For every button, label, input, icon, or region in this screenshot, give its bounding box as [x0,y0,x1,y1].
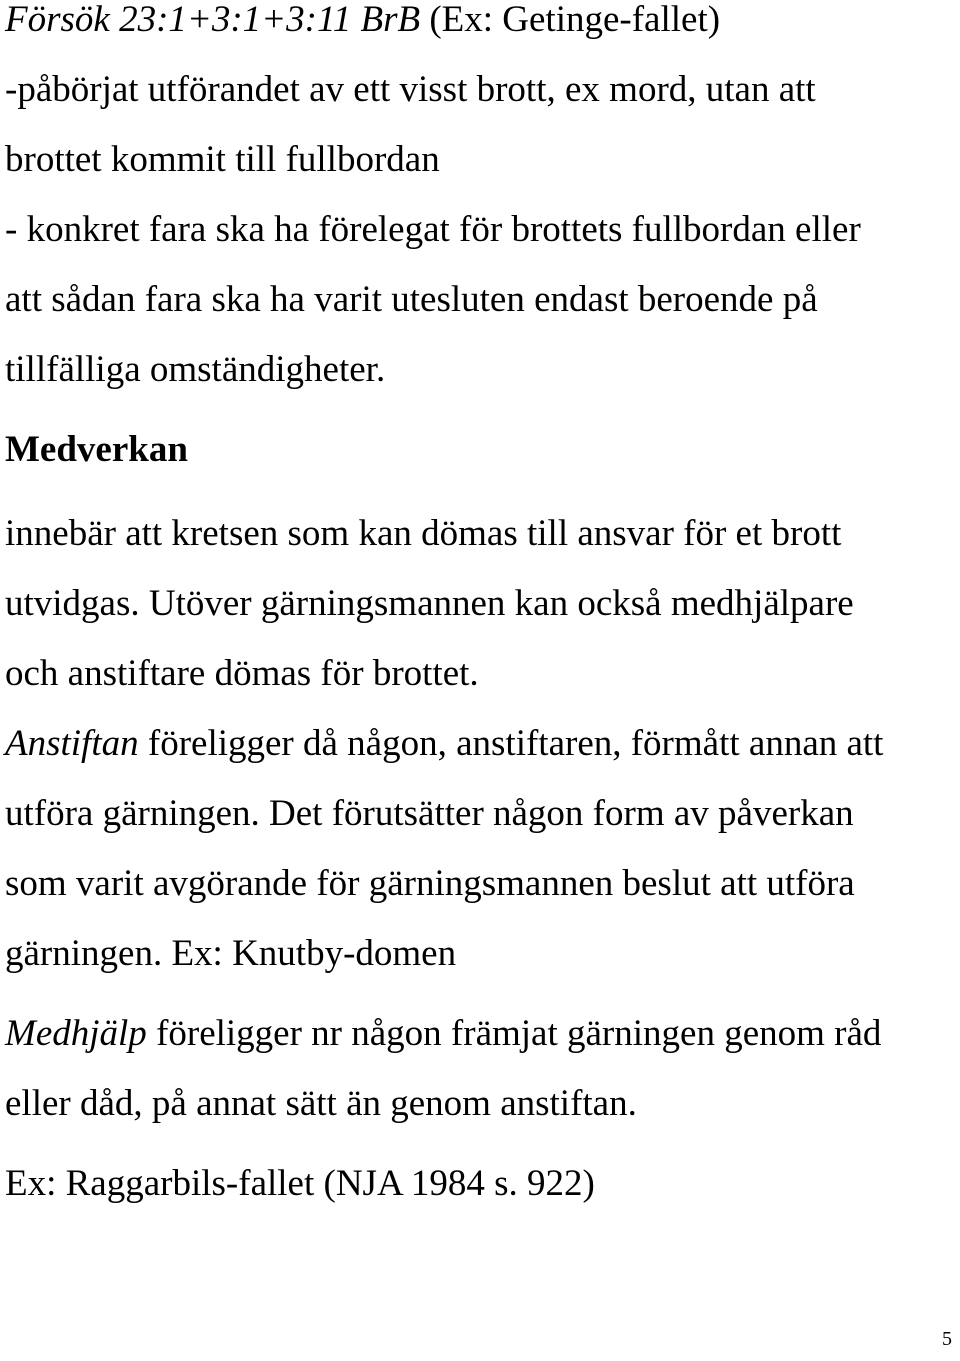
body-line: utvidgas. Utöver gärningsmannen kan också medhjälpare [5,583,854,624]
page-number: 5 [942,1328,952,1350]
body-line: - konkret fara ska ha förelegat för brottets fullbordan eller [5,209,861,250]
body-line: utföra gärningen. Det förutsätter någon form av påverkan [5,793,854,834]
document-page [5,0,957,1219]
spacer [5,485,957,499]
body-line: tillfälliga omständigheter. [5,349,386,390]
spacer [5,989,957,999]
anstiftan-paragraph-start [5,709,957,779]
section-heading-medverkan: Medverkan [5,429,188,470]
body-line: brottet kommit till fullbordan [5,139,440,180]
body-line: innebär att kretsen som kan dömas till ansvar för et brott [5,513,842,554]
body-line: att sådan fara ska ha varit utesluten endast beroende på [5,279,818,320]
term-medhjalp: Medhjälp [5,1013,147,1054]
spacer [5,405,957,415]
body-line: och anstiftare dömas för brottet. [5,653,479,694]
section-title-forsok [5,0,957,55]
title-italic: Försök 23:1+3:1+3:11 BrB [5,0,421,40]
body-line: som varit avgörande för gärningsmannen beslut att utföra [5,863,855,904]
body-line: eller dåd, på annat sätt än genom anstiftan. [5,1083,637,1124]
medhjalp-paragraph-start [5,999,957,1069]
spacer [5,1139,957,1149]
example-line: Ex: Raggarbils-fallet (NJA 1984 s. 922) [5,1163,595,1204]
body-line: -påbörjat utförandet av ett visst brott, ex mord, utan att [5,69,816,110]
title-rest: (Ex: Getinge-fallet) [420,0,721,40]
anstiftan-first-rest: föreligger då någon, anstiftaren, förmått annan att [138,723,884,764]
term-anstiftan: Anstiftan [5,723,139,764]
medhjalp-first-rest: föreligger nr någon främjat gärningen genom råd [146,1013,882,1054]
body-line: gärningen. Ex: Knutby-domen [5,933,457,974]
